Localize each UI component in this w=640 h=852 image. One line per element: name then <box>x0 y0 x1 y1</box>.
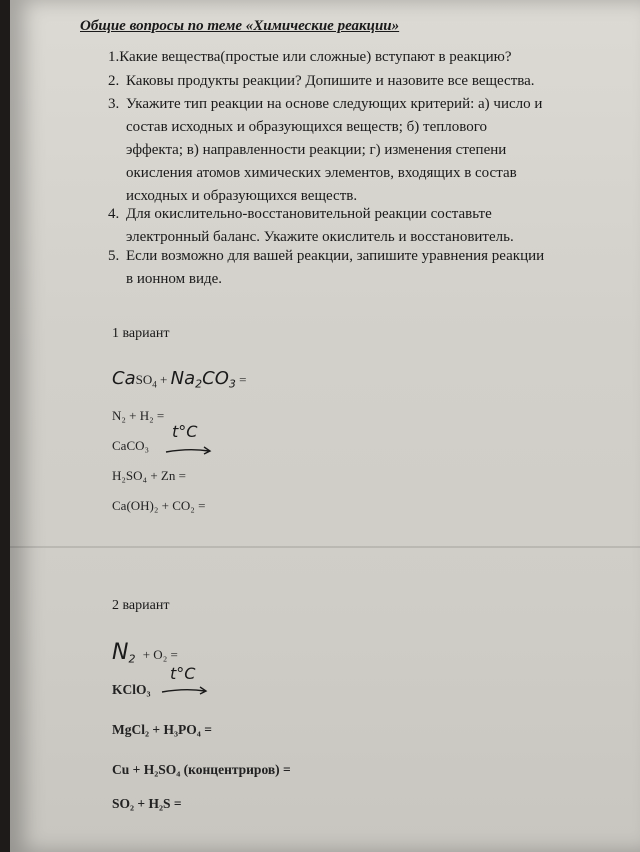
question-5-line-1: Если возможно для вашей реакции, запишите уравнения реакции <box>126 248 545 264</box>
reaction-arrow-icon-2 <box>160 684 210 696</box>
handwritten-n-sub: 2 <box>128 652 136 666</box>
paper-fold <box>10 546 640 548</box>
question-5 <box>108 245 578 267</box>
question-2-text: Каковы продукты реакции? Допишите и назовите все вещества. <box>126 73 535 89</box>
handwritten-na-sub: 2 <box>195 377 203 391</box>
question-2-number: 2. <box>108 73 120 89</box>
question-1-text: Какие вещества(простые или сложные) вступают в реакцию? <box>119 49 512 65</box>
question-3-line-1: Укажите тип реакции на основе следующих критерий: а) число и <box>126 96 543 112</box>
question-4-line-1: Для окислительно-восстановительной реакции составьте <box>126 206 492 222</box>
question-3-line-3: эффекта; в) направленности реакции; г) изменения степени <box>126 142 507 158</box>
handwritten-co: CO <box>202 368 229 389</box>
handwritten-na: Na <box>170 368 196 389</box>
variant-1-label: 1 вариант <box>112 326 170 341</box>
question-3-number: 3. <box>108 96 120 112</box>
reaction-arrow-icon <box>164 444 214 456</box>
variant-2-equation-2 <box>112 664 196 698</box>
question-5-number: 5. <box>108 248 120 264</box>
document-title: Общие вопросы по теме «Химические реакции» <box>80 18 400 34</box>
variant-2-equation-4: Cu + H₂SO₄ (концентриров) = <box>112 762 291 777</box>
question-4 <box>108 203 578 225</box>
question-2 <box>108 70 578 92</box>
variant-1-equation-1 <box>112 368 246 391</box>
question-3-line-4: окисления атомов химических элементов, входящих в состав <box>126 165 517 181</box>
equals-sign: = <box>235 372 247 387</box>
question-1-number: 1. <box>108 49 120 65</box>
question-4-line-2: электронный баланс. Укажите окислитель и восстановитель. <box>126 229 514 245</box>
variant-1-equation-2: N₂ + H₂ = <box>112 408 165 423</box>
variant-1-equation-4: H₂SO₄ + Zn = <box>112 468 186 483</box>
variant-1-equation-5: Ca(OH)₂ + CO₂ = <box>112 498 206 513</box>
variant-1-equation-3 <box>112 422 198 454</box>
variant-2-equation-3: MgCl₂ + H₃PO₄ = <box>112 722 212 737</box>
variant-2-equation-1 <box>112 640 178 666</box>
handwritten-ca: Ca <box>112 368 136 389</box>
printed-so: SO <box>135 372 153 387</box>
handwritten-n: N <box>112 640 129 665</box>
printed-so-sub: 4 <box>152 379 157 390</box>
caco3-formula: CaCO₃ <box>112 438 150 453</box>
question-3-line-5: исходных и образующихся веществ. <box>126 188 358 204</box>
handwritten-temperature-note-2: t°C <box>170 664 196 683</box>
question-1 <box>108 46 578 68</box>
question-3-line-2: состав исходных и образующихся веществ; б) теплового <box>126 119 488 135</box>
question-3 <box>108 93 578 115</box>
handwritten-temperature-note: t°C <box>172 422 198 441</box>
question-5-line-2: в ионном виде. <box>126 271 223 287</box>
kclo3-formula: KClO₃ <box>112 682 151 697</box>
o2-part: + O₂ = <box>142 647 178 662</box>
question-4-number: 4. <box>108 206 120 222</box>
handwritten-co-sub: 3 <box>228 377 236 391</box>
variant-2-equation-5: SO₂ + H₂S = <box>112 796 182 811</box>
variant-2-label: 2 вариант <box>112 598 170 613</box>
plus-sign: + <box>156 372 171 387</box>
